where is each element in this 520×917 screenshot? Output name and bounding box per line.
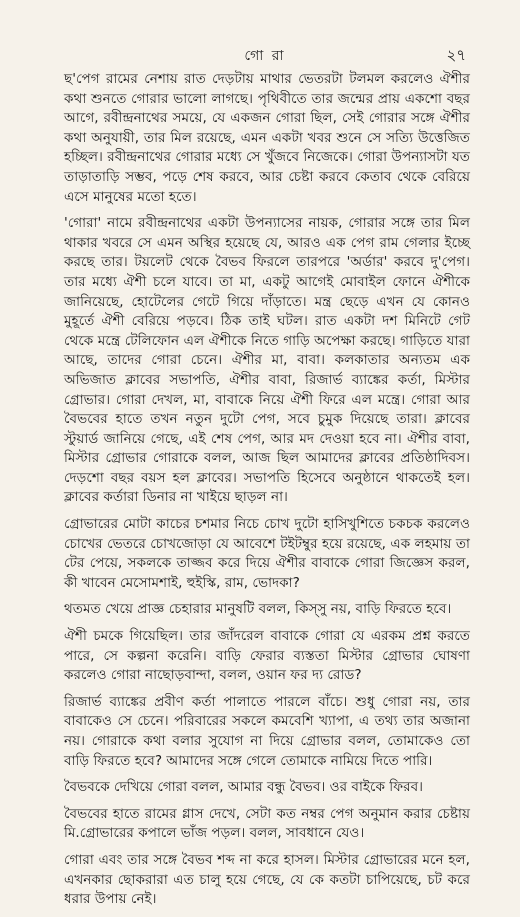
paragraph-7: বৈভবকে দেখিয়ে গোরা বলল, আমার বন্ধু বৈভব। ওর বাইকে ফিরব। xyxy=(64,779,424,796)
paragraph-1: ছ'পেগ রামের নেশায় রাত দেড়টায় মাথার ভেতরটা টলমল করলেও ঐশীর কথা শুনতে গোরার ভালো লাগছে। পৃথিবীতে তার জন্মের প্রায় একশো বছর আগে, রবীন্দ্রনাথের সময়ে, যে একজন গোরা ছিল, সেই গোরার সঙ্গে ঐশীর কথা অনুযায়ী, তার মিল রয়েছে, এমন একটা খবর শুনে সে সত্যি উত্তেজিত হচ্ছিল। রবীন্দ্রনাথের গোরার মধ্যে সে খুঁজবে নিজেকে। গোরা উপন্যাসটা যত তাড়াতাড়ি সম্ভব, পড়ে শেষ করবে, আর চেষ্টা করবে কেতাব থেকে বেরিয়ে এসে মানুষের মতো হতে। xyxy=(64,71,470,205)
paragraph-8: বৈভবের হাতে রামের গ্লাস দেখে, সেটা কত নম্বর পেগ অনুমান করার চেষ্টায় মি.গ্রোভারের কপালে ভাঁজ পড়ল। বলল, সাবধানে যেও। xyxy=(64,805,470,842)
running-title: গো রা xyxy=(244,48,286,64)
paragraph-3: গ্রোভারের মোটা কাচের চশমার নিচে চোখ দুটো হাসিখুশিতে চকচক করলেও চোখের ভেতরে চোখজোড়া যে আবেশে টইটম্বুর হয়ে রয়েছে, এক লহমায় তা টের পেয়ে, সকলকে তাজ্জব করে দিয়ে ঐশীর বাবাকে গোরা জিজ্ঞেস করল, কী খাবেন মেসোমশাই, হুইস্কি, রাম, ভোদকা? xyxy=(64,516,470,591)
paragraph-5: ঐশী চমকে গিয়েছিল। তার জাঁদরেল বাবাকে গোরা যে এরকম প্রশ্ন করতে পারে, সে কল্পনা করেনি। বাড়ি ফেরার ব্যস্ততা মিস্টার গ্রোভার ঘোষণা করলেও গোরা নাছোড়বান্দা, বলল, ওয়ান ফর দ্য রোড? xyxy=(64,628,470,684)
paragraph-4: থতমত খেয়ে প্রাজ্ঞ চেহারার মানুষটি বলল, কিস্সু নয়, বাড়ি ফিরতে হবে। xyxy=(64,601,452,618)
body-text xyxy=(64,70,470,917)
paragraph-2: 'গোরা' নামে রবীন্দ্রনাথের একটা উপন্যাসের নায়ক, গোরার সঙ্গে তার মিল থাকার খবরে সে এমন অস্থির হয়েছে যে, আরও এক পেগ রাম গেলার ইচ্ছে করছে তার। টয়লেট থেকে বৈভব ফিরলে তারপরে 'অর্ডার' করবে দু'পেগ। তার মধ্যে ঐশী চলে যাবে। তা মা, একটু আগেই মোবাইল ফোনে ঐশীকে জানিয়েছে, হোটেলের গেটে গিয়ে দাঁড়াতে। মন্ত্র ছেড়ে এখন যে কোনও মুহূর্তে ঐশী বেরিয়ে পড়বে। ঠিক তাই ঘটল। রাত একটা দশ মিনিটে গেট থেকে মন্ত্রে টেলিফোন এল ঐশীকে নিতে গাড়ি অপেক্ষা করছে। গাড়িতে যারা আছে, তাদের গোরা চেনে। ঐশীর মা, বাবা। কলকাতার অন্যতম এক অভিজাত ক্লাবের সভাপতি, ঐশীর বাবা, রিজার্ভ ব্যাঙ্কের কর্তা, মিস্টার গ্রোভার। গোরা দেখল, মা, বাবাকে নিয়ে ঐশী ফিরে এল মন্ত্রে। গোরা আর বৈভবের হাতে তখন নতুন দুটো পেগ, সবে চুমুক দিয়েছে তারা। ক্লাবের স্টুয়ার্ড জানিয়ে গেছে, এই শেষ পেগ, আর মদ দেওয়া হবে না। ঐশীর বাবা, মিস্টার গ্রোভার গোরাকে বলল, আজ ছিল আমাদের ক্লাবের প্রতিষ্ঠাদিবস। দেড়শো বছর বয়স হল ক্লাবের। সভাপতি হিসেবে অনুষ্ঠানে থাকতেই হল। ক্লাবের কর্তারা ডিনার না খাইয়ে ছাড়ল না। xyxy=(64,215,470,506)
page-number: ২৭ xyxy=(446,46,466,64)
paragraph-6: রিজার্ভ ব্যাঙ্কের প্রবীণ কর্তা পালাতে পারলে বাঁচে। শুধু গোরা নয়, তার বাবাকেও সে চেনে। পরিবারের সকলে কমবেশি খ্যাপা, এ তথ্য তার অজানা নয়। গোরাকে কথা বলার সুযোগ না দিয়ে গ্রোভার বলল, তোমাকেও তো বাড়ি ফিরতে হবে? আমাদের সঙ্গে গেলে তোমাকে নামিয়ে দিতে পারি। xyxy=(64,693,470,769)
paragraph-9: গোরা এবং তার সঙ্গে বৈভব শব্দ না করে হাসল। মিস্টার গ্রোভারের মনে হল, এখনকার ছোকরারা এত চালু হয়ে গেছে, যে কে কতটা চাপিয়েছে, চট করে ধরার উপায় নেই। xyxy=(64,851,470,908)
running-head xyxy=(64,44,466,64)
